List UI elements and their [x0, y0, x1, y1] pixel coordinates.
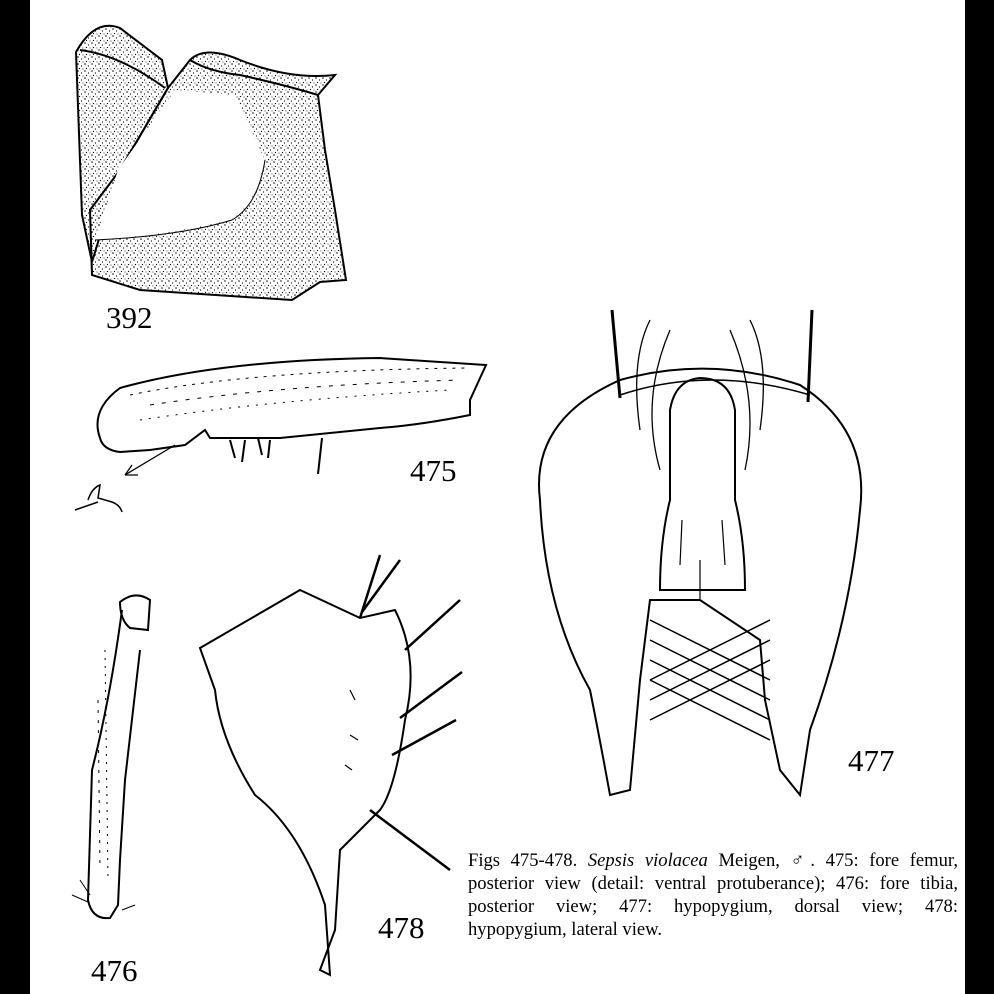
figure-caption	[468, 849, 958, 941]
figure-label-476: 476	[91, 953, 138, 988]
drawing-477	[539, 310, 861, 795]
figure-label-392: 392	[106, 300, 153, 335]
figure-label-475: 475	[410, 453, 457, 488]
caption-sex-symbol: ♂	[790, 850, 811, 871]
caption-prefix: Figs 475-478.	[468, 850, 578, 871]
caption-body: . 475: fore femur, posterior view (detail: ventral protuberance); 476: fore tibia, posterior view; 477: hypopygium, dorsal view; 478: hypopygium, lateral view.	[468, 850, 958, 940]
caption-species: Sepsis violacea	[587, 850, 708, 871]
drawing-476	[72, 595, 150, 918]
caption-author: Meigen,	[718, 850, 780, 871]
drawing-392	[76, 26, 346, 300]
drawing-475	[75, 358, 486, 512]
figure-label-477: 477	[848, 743, 895, 778]
figure-label-478: 478	[378, 910, 425, 945]
